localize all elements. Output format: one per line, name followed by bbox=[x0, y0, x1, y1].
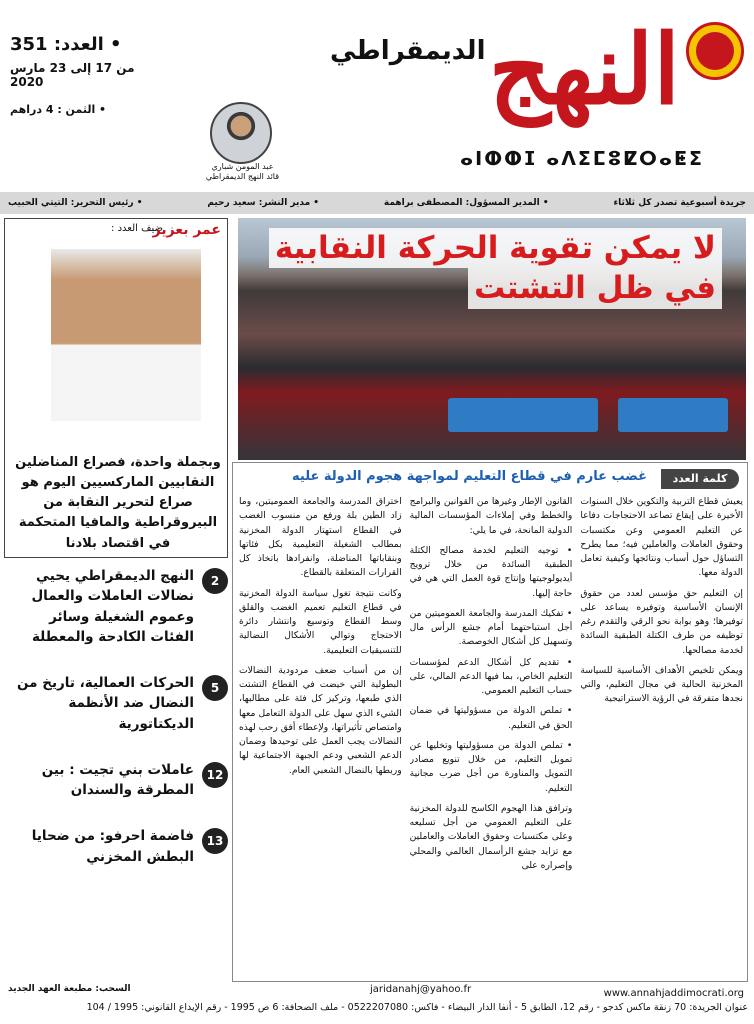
article-columns bbox=[239, 495, 743, 975]
portrait-caption bbox=[180, 162, 305, 183]
paragraph: وكانت نتيجة تغول سياسة الدولة المخزنية في قطاع التعليم تعميم الغضب والقلق وسط القطاع وتوسيع وانتشار دائرة الاحتجاج وتوالي الأشكال النضالية للتنسيقيات التعليمية. bbox=[238, 587, 402, 656]
guest-photo bbox=[51, 249, 201, 421]
title-tifinagh: ⴰⵏⵀⵀⵊ ⴰⴷⵉⵎⵓⵇⵔⴰⵟⵉ bbox=[460, 148, 704, 170]
director-credit: • المدير المسؤول: المصطفى براهمة bbox=[383, 198, 549, 208]
paragraph: • تملص الدولة من مسؤوليتها وتخليها عن تمويل التعليم، من خلال تنويع مصادر التمويل والمناورة من أجل ضرب مجانية التعليم. bbox=[409, 739, 573, 794]
article-title: غضب عارم في قطاع التعليم لمواجهة هجوم الدولة عليه bbox=[292, 469, 647, 484]
section-tag: كلمة العدد bbox=[661, 469, 739, 489]
publication-frequency: جريدة أسبوعية تصدر كل ثلاثاء bbox=[613, 198, 746, 208]
printer-credit: السحب: مطبعة العهد الجديد bbox=[8, 984, 131, 994]
paragraph: • تملص الدولة من مسؤوليتها في ضمان الحق في التعليم. bbox=[409, 705, 573, 731]
editor-credit: • رئيس التحرير: التيتي الحبيب bbox=[8, 198, 143, 208]
teaser-item[interactable] bbox=[4, 566, 228, 647]
headline-line-2: في ظل التشتت bbox=[468, 268, 722, 308]
guest-box bbox=[4, 218, 228, 558]
protest-photo bbox=[238, 218, 746, 460]
paragraph: القانون الإطار وغيرها من القوانين والبرامج والخطط وفي إملاءات المؤسسات المالية الدولية المانحة، في ما يلي: bbox=[409, 496, 573, 536]
teaser-item[interactable] bbox=[4, 760, 228, 801]
teaser-item[interactable] bbox=[4, 673, 228, 734]
inside-teasers bbox=[4, 566, 228, 893]
page-number-badge: 5 bbox=[202, 675, 228, 701]
teaser-item[interactable] bbox=[4, 826, 228, 867]
issue-price: • الثمن : 4 دراهم bbox=[10, 103, 107, 116]
guest-name: عمر بعزيز bbox=[152, 222, 221, 238]
title-main: النهج bbox=[488, 13, 680, 126]
masthead-area bbox=[0, 0, 754, 182]
title-sub: الديمقراطي bbox=[330, 36, 486, 66]
headline-line-1: لا يمكن تقوية الحركة النقابية bbox=[269, 228, 722, 268]
postal-address: عنوان الجريدة: 70 زنقة ماكس كدجو - رقم 12، الطابق 5 - أنفا الدار البيضاء - فاكس: 0522207080 - ملف الصحافة: 6 ص 1995 - رقم الإيداع القانوني: 1995 / 104 bbox=[86, 1002, 748, 1013]
issue-number: • العدد: 351 bbox=[10, 34, 122, 55]
logo-emblem bbox=[696, 32, 734, 70]
teaser-text: الحركات العمالية، تاريخ من النضال ضد الأنظمة الديكتاتورية bbox=[17, 675, 194, 732]
paragraph: إن التعليم حق مؤسس لعدد من حقوق الإنسان الأساسية وتوفيره يساعد على توفيرها؛ وهو بوابة نحو الرقي والتقدم رغم توظيفه من طرف الكتلة الطبقية السائدة لخدمة مصالحها. bbox=[580, 587, 743, 656]
contact-email[interactable]: jaridanahj@yahoo.fr bbox=[370, 984, 472, 995]
portrait-name: عبد المومن شباري bbox=[211, 162, 274, 171]
website-link[interactable]: www.annahjaddimocrati.org bbox=[603, 988, 744, 999]
teaser-text: عاملات بني تجيت : بين المطرقة والسندان bbox=[41, 761, 194, 798]
photo-banner-2 bbox=[618, 398, 728, 432]
page-number-badge: 12 bbox=[202, 762, 228, 788]
paragraph: ويمكن تلخيص الأهداف الأساسية للسياسة المخزنية الحالية في مجال التعليم، والتي نجدها متفرقة في الرؤية الاستراتيجية bbox=[580, 664, 743, 705]
party-logo bbox=[686, 22, 744, 80]
teaser-text: النهج الديمقراطي يحيي نضالات العاملات والعمال وعموم الشغيلة وسائر الفئات الكادحة والمعطلة bbox=[31, 568, 194, 645]
portrait-title: قائد النهج الديمقراطي bbox=[205, 172, 280, 182]
guest-quote: وبجملة واحدة، فصراع المناضلين النقابيين الماركسيين اليوم هو صراع لتحرير النقابة من البيروقراطية والمافيا المتحكمة في اقتصاد بلادنا bbox=[15, 455, 221, 551]
teaser-text: فاضمة احرفو: من ضحايا البطش المخزني bbox=[31, 828, 194, 865]
leader-portrait bbox=[210, 102, 272, 164]
paragraph: إن من أسباب ضعف مردودية النضالات البطولية التي خيضت في القطاع التشتت الذي طبعها، وتركيز كل فئة على مطالبها، الشيء الذي سهل على الدولة التعامل معها وامتصاص تأثيراتها، ولإعطاء أفق رحب لهذه النضالات يجب العمل على توحيدها وضمان الدعم الشعبي ودعم الجبهة الاجتماعية لها وربطها بالنضال الشعبي العام. bbox=[238, 664, 402, 776]
editorial-article bbox=[232, 462, 748, 982]
paragraph: • توجيه التعليم لخدمة مصالح الكتلة الطبقية السائدة من خلال ترويج أيديولوجيتها وإنتاج قوة العمل التي هي في حاجة إليها. bbox=[409, 544, 573, 599]
paragraph: • تقديم كل أشكال الدعم لمؤسسات التعليم الخاص، بما فيها الدعم المالي، على حساب التعليم العمومي. bbox=[409, 656, 573, 696]
article-column-3 bbox=[239, 495, 402, 975]
article-column-2 bbox=[410, 495, 573, 975]
publisher-credit: • مدير النشر: سعيد رحيم bbox=[207, 198, 320, 208]
page-number-badge: 13 bbox=[202, 828, 228, 854]
issue-dates: من 17 إلى 23 مارس 2020 bbox=[10, 61, 135, 89]
main-headline bbox=[252, 228, 722, 309]
photo-banner bbox=[448, 398, 598, 432]
issue-info bbox=[10, 34, 160, 116]
staff-bar bbox=[0, 192, 754, 214]
paragraph: وترافق هذا الهجوم الكاسح للدولة المخزنية على التعليم العمومي من أجل تسليعه وعلى مكتسبات وحقوق العاملات والعاملين مع تزايد جشع الرأسمال العالمي والمحلي وإصراره على bbox=[409, 802, 573, 871]
paragraph: اختراق المدرسة والجامعة العموميتين، وما زاد الطين بلة ورفع من منسوب الغضب في القطاع استهتار الدولة المخزنية بمطالب الشغيلة التعليمية بكل فئاتها وبنقاباتها المناضلة، وانفرادها باتخاذ كل القرارات المتعلقة بالقطاع. bbox=[238, 496, 402, 579]
article-column-1 bbox=[580, 495, 743, 975]
guest-label: ضيف العدد : bbox=[111, 223, 163, 234]
paragraph: • تفكيك المدرسة والجامعة العموميتين من أجل استباحتهما أمام جشع الرأس مال وتسهيل كل أشكال الخوصصة. bbox=[409, 607, 573, 648]
page-number-badge: 2 bbox=[202, 568, 228, 594]
newspaper-title bbox=[300, 13, 680, 142]
paragraph: يعيش قطاع التربية والتكوين خلال السنوات الأخيرة على إيقاع تصاعد الاحتجاجات دفاعا عن التعليم العمومي وعن مكتسبات وحقوق العاملات والعاملين فيه؛ مما يطرح التساؤل حول أسباب ونتائجها وكيفية تعامل الدولة معها. bbox=[580, 496, 743, 579]
